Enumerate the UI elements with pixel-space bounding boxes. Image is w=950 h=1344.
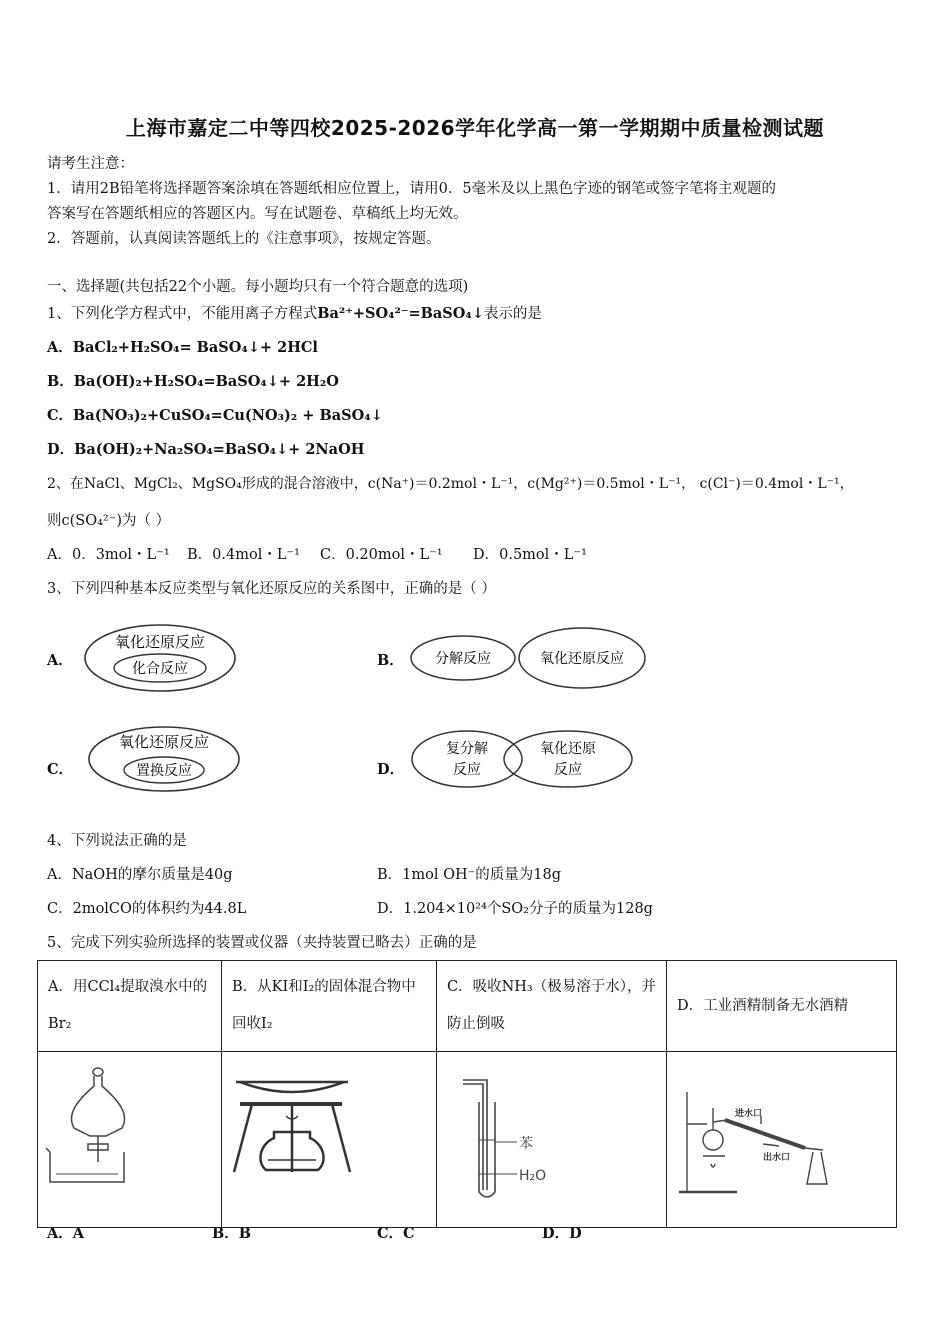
q1-option-a[interactable]: A．BaCl₂+H₂SO₄= BaSO₄↓+ 2HCl — [47, 339, 318, 356]
q1-stem-post: 表示的是 — [483, 306, 542, 322]
question-2-stem-line-1: 2、在NaCl、MgCl₂、MgSO₄形成的混合溶液中，c(Na⁺)＝0.2mol・L⁻¹，c(Mg²⁺)＝0.5mol・L⁻¹， c(Cl⁻)＝0.4mol・L⁻¹， — [47, 476, 854, 492]
benzene-label: 苯 — [519, 1136, 533, 1152]
q4-option-d[interactable]: D．1.204×10²⁴个SO₂分子的质量为128g — [377, 901, 653, 917]
q4-option-b[interactable]: B．1mol OH⁻的质量为18g — [377, 867, 562, 883]
q5-option-c[interactable]: C．C — [377, 1225, 415, 1242]
question-5-stem: 5、完成下列实验所选择的装置或仪器（夹持装置已略去）正确的是 — [47, 935, 477, 951]
q5-cell-b-figure — [222, 1052, 437, 1228]
q3-c-inner-label: 置换反应 — [136, 763, 192, 779]
q3-diagram-d — [408, 728, 636, 790]
q3-a-inner-label: 化合反应 — [132, 661, 188, 677]
question-3-stem: 3、下列四种基本反应类型与氧化还原反应的关系图中，正确的是（ ） — [47, 581, 496, 597]
water-inlet-label: 进水口 — [735, 1109, 763, 1119]
notice-line-1a: 1．请用2B铅笔将选择题答案涂填在答题纸相应位置上，请用0．5毫米及以上黑色字迹的钢笔或签字笔将主观题的 — [47, 181, 777, 197]
q5-apparatus-table — [37, 960, 897, 1228]
q3-c-outer-label: 氧化还原反应 — [118, 733, 210, 751]
q3-option-c[interactable]: C． — [47, 761, 74, 778]
q5-cell-a-text: A．用CCl₄提取溴水中的Br₂ — [38, 961, 222, 1052]
q2-option-d[interactable]: D．0.5mol・L⁻¹ — [473, 547, 587, 563]
q3-d-left-label-2: 反应 — [453, 762, 481, 778]
gas-absorption-figure — [437, 1052, 666, 1223]
q3-a-outer-label: 氧化还原反应 — [114, 633, 206, 651]
page-title: 上海市嘉定二中等四校2025-2026学年化学高一第一学期期中质量检测试题 — [125, 116, 825, 140]
q5-cell-c-text: C．吸收NH₃（极易溶于水），并防止倒吸 — [437, 961, 667, 1052]
q3-diagram-b — [408, 626, 648, 692]
q4-option-c[interactable]: C．2molCO的体积约为44.8L — [47, 901, 247, 917]
q1-stem-pre: 1、下列化学方程式中，不能用离子方程式 — [47, 306, 318, 322]
q5-cell-d-text: D．工业酒精制备无水酒精 — [667, 961, 897, 1052]
q5-cell-b-text: B．从KI和I₂的固体混合物中回收I₂ — [222, 961, 437, 1052]
q1-option-c[interactable]: C．Ba(NO₃)₂+CuSO₄=Cu(NO₃)₂ + BaSO₄↓ — [47, 407, 383, 424]
q3-diagram-a — [82, 622, 238, 694]
q5-option-b[interactable]: B．B — [212, 1225, 252, 1242]
question-4-stem: 4、下列说法正确的是 — [47, 833, 187, 849]
question-1-stem — [47, 302, 542, 323]
q3-option-a[interactable]: A． — [47, 652, 73, 669]
distillation-figure — [667, 1052, 896, 1223]
notice-heading: 请考生注意： — [47, 156, 134, 172]
question-2-stem-line-2: 则c(SO₄²⁻)为（ ） — [47, 513, 171, 529]
q2-option-a[interactable]: A．0．3mol・L⁻¹ — [47, 547, 170, 563]
q3-b-left-label: 分解反应 — [435, 651, 491, 667]
q3-b-right-label: 氧化还原反应 — [540, 651, 624, 667]
q5-cell-d-figure — [667, 1052, 897, 1228]
q5-option-a[interactable]: A．A — [47, 1225, 85, 1242]
q3-d-left-label-1: 复分解 — [446, 741, 488, 757]
q3-diagram-c — [86, 724, 244, 794]
notice-line-1b: 答案写在答题纸相应的答题区内。写在试题卷、草稿纸上均无效。 — [47, 206, 468, 222]
notice-line-2: 2．答题前，认真阅读答题纸上的《注意事项》，按规定答题。 — [47, 231, 441, 247]
q2-option-c[interactable]: C．0.20mol・L⁻¹ — [320, 547, 443, 563]
q1-option-b[interactable]: B．Ba(OH)₂+H₂SO₄=BaSO₄↓+ 2H₂O — [47, 373, 339, 390]
q5-option-d[interactable]: D．D — [542, 1225, 582, 1242]
q3-option-d[interactable]: D． — [377, 761, 405, 778]
sublimation-apparatus-figure — [222, 1052, 436, 1223]
q3-d-right-label-1: 氧化还原 — [540, 741, 596, 757]
section-heading: 一、选择题(共包括22个小题。每小题均只有一个符合题意的选项) — [47, 279, 469, 295]
water-label: H₂O — [519, 1168, 547, 1184]
q3-option-b[interactable]: B． — [377, 652, 404, 669]
q5-cell-a-figure — [38, 1052, 222, 1228]
separatory-funnel-figure — [38, 1052, 221, 1223]
q4-option-a[interactable]: A．NaOH的摩尔质量是40g — [47, 867, 233, 883]
q2-option-b[interactable]: B．0.4mol・L⁻¹ — [187, 547, 300, 563]
q1-ionic-equation: Ba²⁺+SO₄²⁻=BaSO₄↓ — [317, 305, 484, 322]
q1-option-d[interactable]: D．Ba(OH)₂+Na₂SO₄=BaSO₄↓+ 2NaOH — [47, 441, 365, 458]
q3-d-right-label-2: 反应 — [554, 762, 582, 778]
water-outlet-label: 出水口 — [763, 1153, 791, 1163]
q5-cell-c-figure — [437, 1052, 667, 1228]
